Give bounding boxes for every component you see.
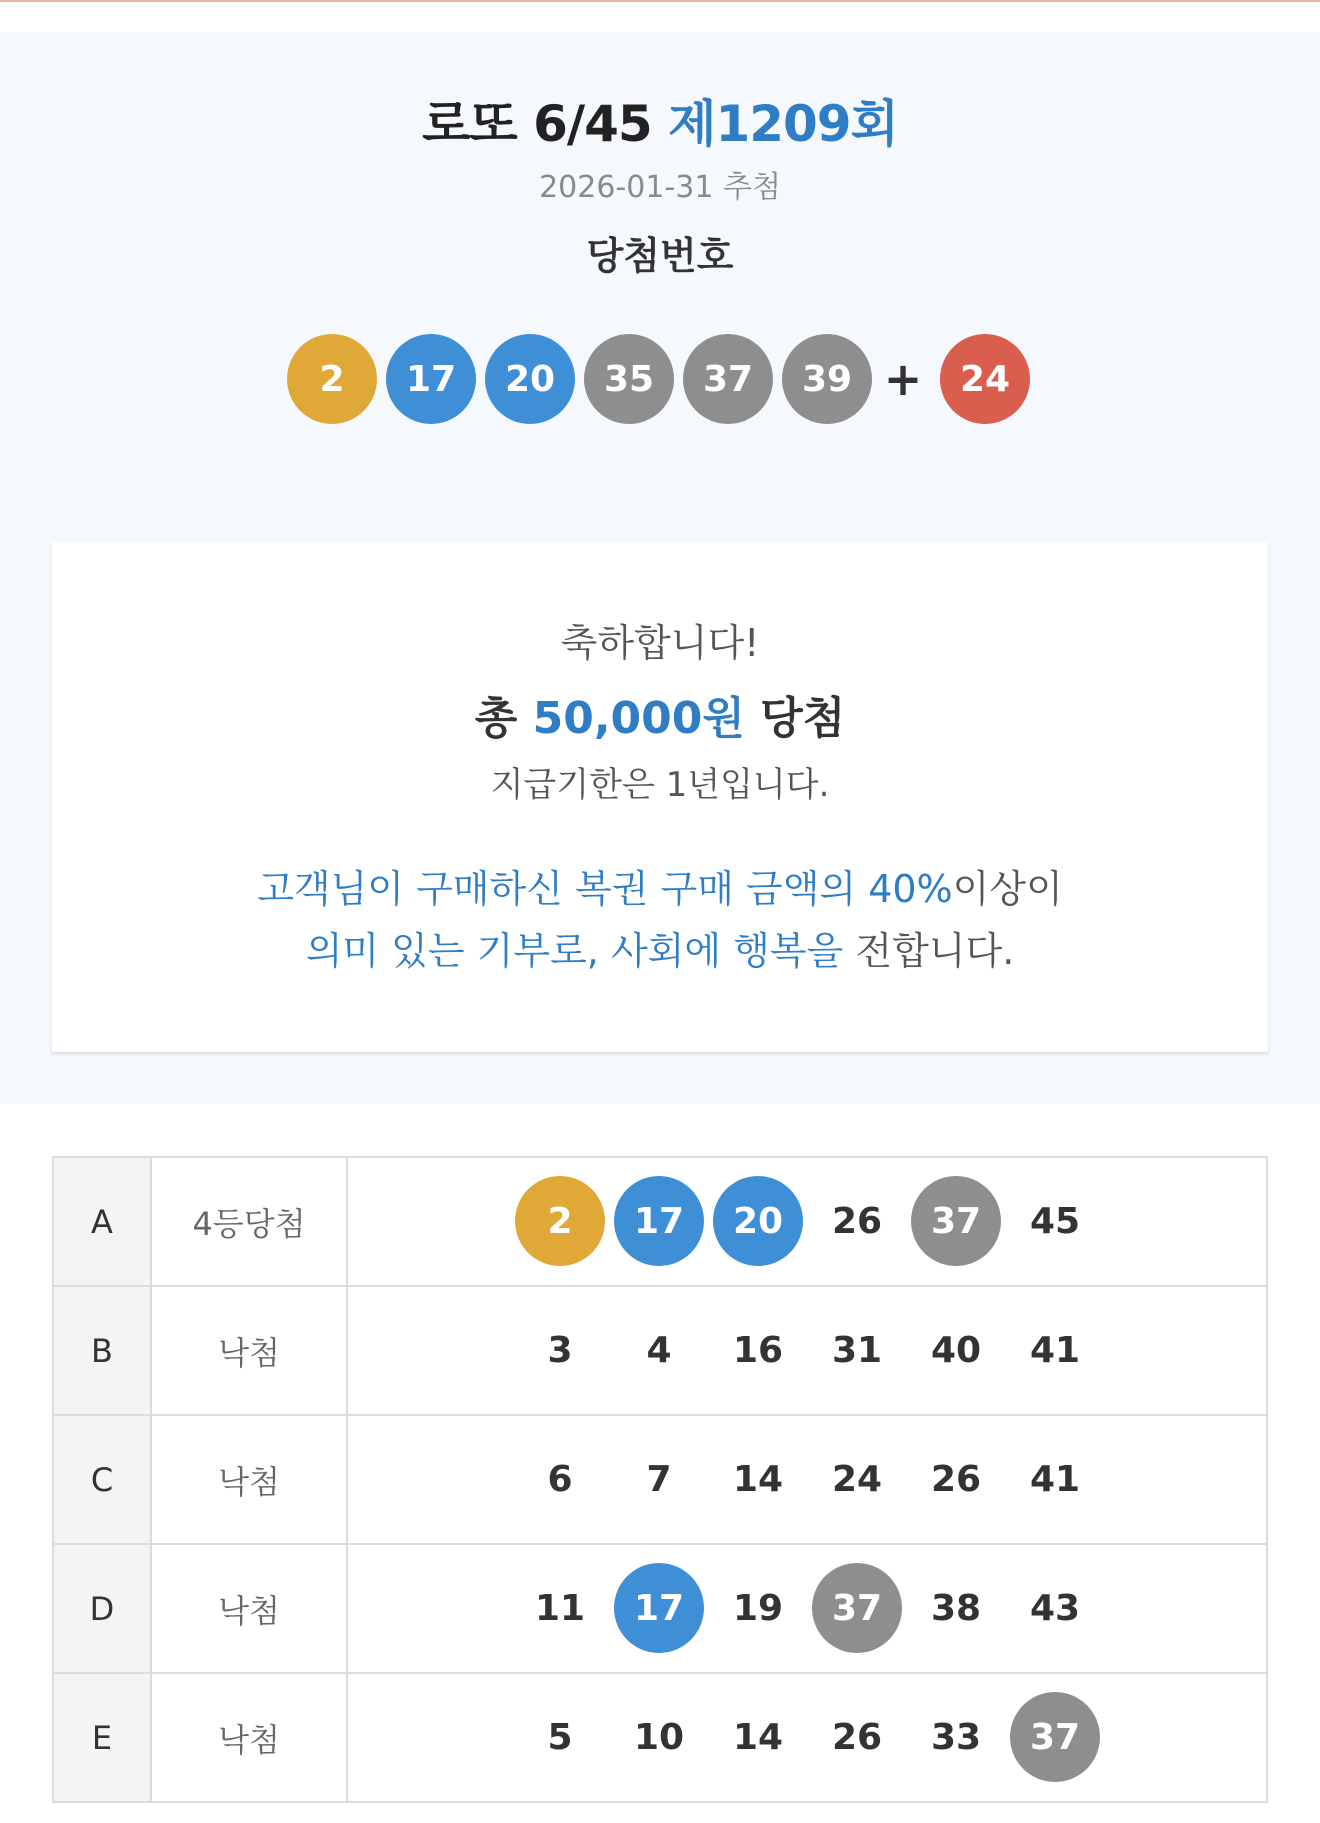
winning-ball: 2 [287,334,377,424]
winning-numbers [0,334,1320,424]
total-prefix: 총 [474,693,518,744]
bonus-plus-sign: + [883,352,923,406]
ticket-number: 24 [831,1458,883,1500]
total-prize [52,690,1268,748]
ticket-number: 37 [812,1563,902,1653]
ticket-number: 31 [831,1329,883,1371]
ticket-number: 5 [547,1716,573,1758]
round-number: 제1209회 [668,95,898,153]
game-result: 낙첨 [151,1415,347,1544]
ticket-number: 17 [614,1563,704,1653]
ticket-number: 19 [732,1587,784,1629]
game-numbers [347,1415,1267,1544]
donation-text: 전합니다. [855,929,1015,973]
game-result: 4등당첨 [151,1157,347,1286]
game-label: A [53,1157,151,1286]
total-suffix: 당첨 [760,693,846,744]
game-label: C [53,1415,151,1544]
game-label: E [53,1673,151,1802]
winning-ball: 37 [683,334,773,424]
ticket-number: 41 [1029,1458,1081,1500]
ticket-number: 45 [1029,1200,1081,1242]
winning-ball: 17 [386,334,476,424]
ticket-results-table [52,1156,1268,1803]
page-title [0,92,1320,156]
prize-amount: 50,000원 [532,693,745,744]
top-rule [0,0,1320,2]
game-label: B [53,1286,151,1415]
ticket-number: 26 [831,1716,883,1758]
ticket-number: 38 [930,1587,982,1629]
ticket-number: 37 [911,1176,1001,1266]
table-row [53,1544,1267,1673]
title-prefix: 로또 6/45 [422,95,652,153]
bonus-ball: 24 [940,334,1030,424]
game-numbers [347,1673,1267,1802]
winning-numbers-label: 당첨번호 [586,234,734,278]
game-label: D [53,1544,151,1673]
ticket-number: 16 [732,1329,784,1371]
table-row [53,1673,1267,1802]
game-numbers [347,1544,1267,1673]
ticket-number: 14 [732,1458,784,1500]
prize-summary-card [52,542,1268,1052]
ticket-number: 10 [633,1716,685,1758]
ticket-number: 3 [547,1329,573,1371]
winning-ball: 39 [782,334,872,424]
donation-highlight: 고객님이 구매하신 복권 구매 금액의 40% [257,867,953,911]
ticket-number: 26 [831,1200,883,1242]
ticket-number: 11 [534,1587,586,1629]
ticket-number: 40 [930,1329,982,1371]
draw-date: 2026-01-31 추첨 [539,170,781,205]
ticket-number: 41 [1029,1329,1081,1371]
donation-highlight: 의미 있는 기부로, 사회에 행복을 [305,929,844,973]
table-row [53,1415,1267,1544]
ticket-number: 33 [930,1716,982,1758]
ticket-number: 26 [930,1458,982,1500]
ticket-number: 4 [646,1329,672,1371]
ticket-number: 2 [515,1176,605,1266]
ticket-number: 6 [547,1458,573,1500]
game-numbers [347,1286,1267,1415]
ticket-number: 37 [1010,1692,1100,1782]
ticket-number: 17 [614,1176,704,1266]
donation-line [52,858,1268,920]
game-result: 낙첨 [151,1544,347,1673]
table-row [53,1286,1267,1415]
table-row [53,1157,1267,1286]
ticket-number: 14 [732,1716,784,1758]
congrats-message: 축하합니다! [560,621,760,665]
winning-ball: 20 [485,334,575,424]
winning-ball: 35 [584,334,674,424]
donation-text: 이상이 [952,867,1063,911]
donation-message [52,858,1268,982]
ticket-number: 20 [713,1176,803,1266]
ticket-number: 7 [646,1458,672,1500]
payment-deadline: 지급기한은 1년입니다. [490,765,830,805]
game-result: 낙첨 [151,1286,347,1415]
donation-line [52,920,1268,982]
game-numbers [347,1157,1267,1286]
game-result: 낙첨 [151,1673,347,1802]
ticket-number: 43 [1029,1587,1081,1629]
